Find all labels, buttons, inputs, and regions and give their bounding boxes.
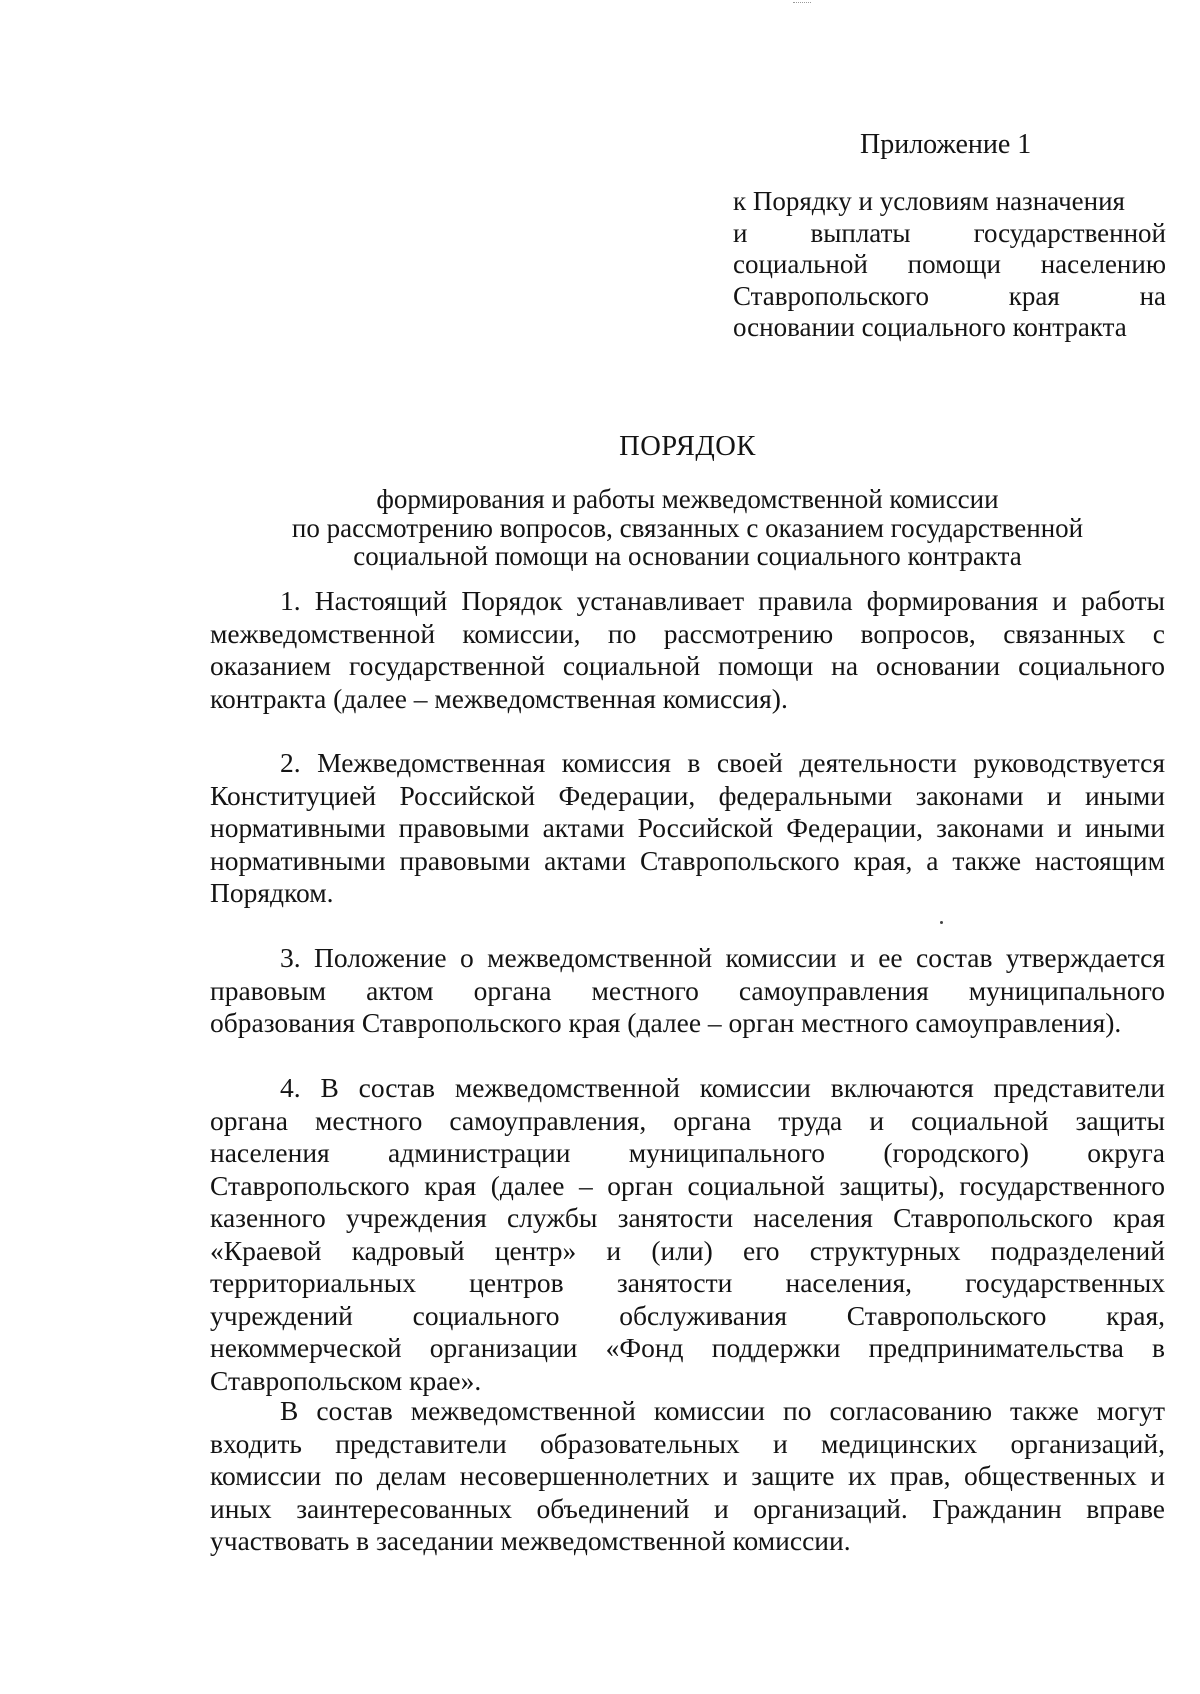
text-line: правовым актом органа местного самоуправления муниципального xyxy=(210,974,1165,1006)
scan-speck xyxy=(940,921,943,924)
text-line: Ставропольском крае». xyxy=(210,1364,482,1396)
text-line: казенного учреждения службы занятости населения Ставропольского края xyxy=(210,1202,1165,1233)
text-line: нормативными правовыми актами Российской Федерации, законами и иными xyxy=(210,812,1165,843)
text-line: Ставропольского края (далее – орган социальной защиты), государственного xyxy=(210,1169,1165,1201)
text-line: 1. Настоящий Порядок устанавливает правила формирования и работы xyxy=(280,585,1165,616)
text-line: Конституцией Российской Федерации, федеральными законами и иными xyxy=(210,779,1165,811)
text-line: 2. Межведомственная комиссия в своей деятельности руководствуется xyxy=(280,747,1165,778)
text-line: 3. Положение о межведомственной комиссии и ее состав утверждается xyxy=(280,942,1165,973)
text-line: учреждений социального обслуживания Ставропольского края, xyxy=(210,1299,1165,1331)
paragraph-1 xyxy=(210,585,1165,715)
text-line: оказанием государственной социальной помощи на основании социального xyxy=(210,650,1165,681)
text-line: межведомственной комиссии, по рассмотрению вопросов, связанных с xyxy=(210,617,1165,649)
appendix-ref-line: основании социального контракта xyxy=(733,312,1127,342)
text-line: образования Ставропольского края (далее – орган местного самоуправления). xyxy=(210,1007,1122,1038)
text-line: Порядком. xyxy=(210,877,334,908)
text-line: иных заинтересованных объединений и организаций. Гражданин вправе xyxy=(210,1492,1165,1524)
text-line: 4. В состав межведомственной комиссии включаются представители xyxy=(280,1072,1165,1103)
appendix-reference xyxy=(733,186,1166,344)
text-line: территориальных центров занятости населения, государственных xyxy=(210,1267,1165,1298)
appendix-title: Приложение 1 xyxy=(860,129,1032,160)
text-line: участвовать в заседании межведомственной комиссии. xyxy=(210,1525,851,1556)
text-line: комиссии по делам несовершеннолетних и защите их прав, общественных и xyxy=(210,1460,1165,1491)
subtitle-line: по рассмотрению вопросов, связанных с оказанием государственной xyxy=(291,512,1084,543)
paragraph-3 xyxy=(210,942,1165,1040)
paragraph-5 xyxy=(210,1395,1165,1558)
text-line: нормативными правовыми актами Ставропольского края, а также настоящим xyxy=(210,844,1165,876)
appendix-ref-line: и выплаты государственной xyxy=(733,217,1166,248)
text-line: некоммерческой организации «Фонд поддержки предпринимательства в xyxy=(210,1332,1165,1363)
text-line: контракта (далее – межведомственная комиссия). xyxy=(210,682,788,714)
appendix-ref-line: Ставропольского края на xyxy=(733,280,1166,311)
text-line: В состав межведомственной комиссии по согласованию также могут xyxy=(280,1395,1165,1426)
document-subtitle xyxy=(240,485,1135,571)
document-title: ПОРЯДОК xyxy=(619,431,756,462)
text-line: «Краевой кадровый центр» и (или) его структурных подразделений xyxy=(210,1234,1165,1266)
paragraph-2 xyxy=(210,747,1165,910)
text-line: органа местного самоуправления, органа труда и социальной защиты xyxy=(210,1104,1165,1136)
appendix-ref-line: к Порядку и условиям назначения xyxy=(733,186,1125,216)
text-line: населения администрации муниципального (городского) округа xyxy=(210,1137,1165,1168)
appendix-ref-line: социальной помощи населению xyxy=(733,249,1166,279)
subtitle-line: формирования и работы межведомственной комиссии xyxy=(376,484,999,514)
text-line: входить представители образовательных и медицинских организаций, xyxy=(210,1427,1165,1459)
scan-artifact xyxy=(793,2,811,5)
paragraph-4 xyxy=(210,1072,1165,1397)
subtitle-line: социальной помощи на основании социального контракта xyxy=(353,541,1022,571)
